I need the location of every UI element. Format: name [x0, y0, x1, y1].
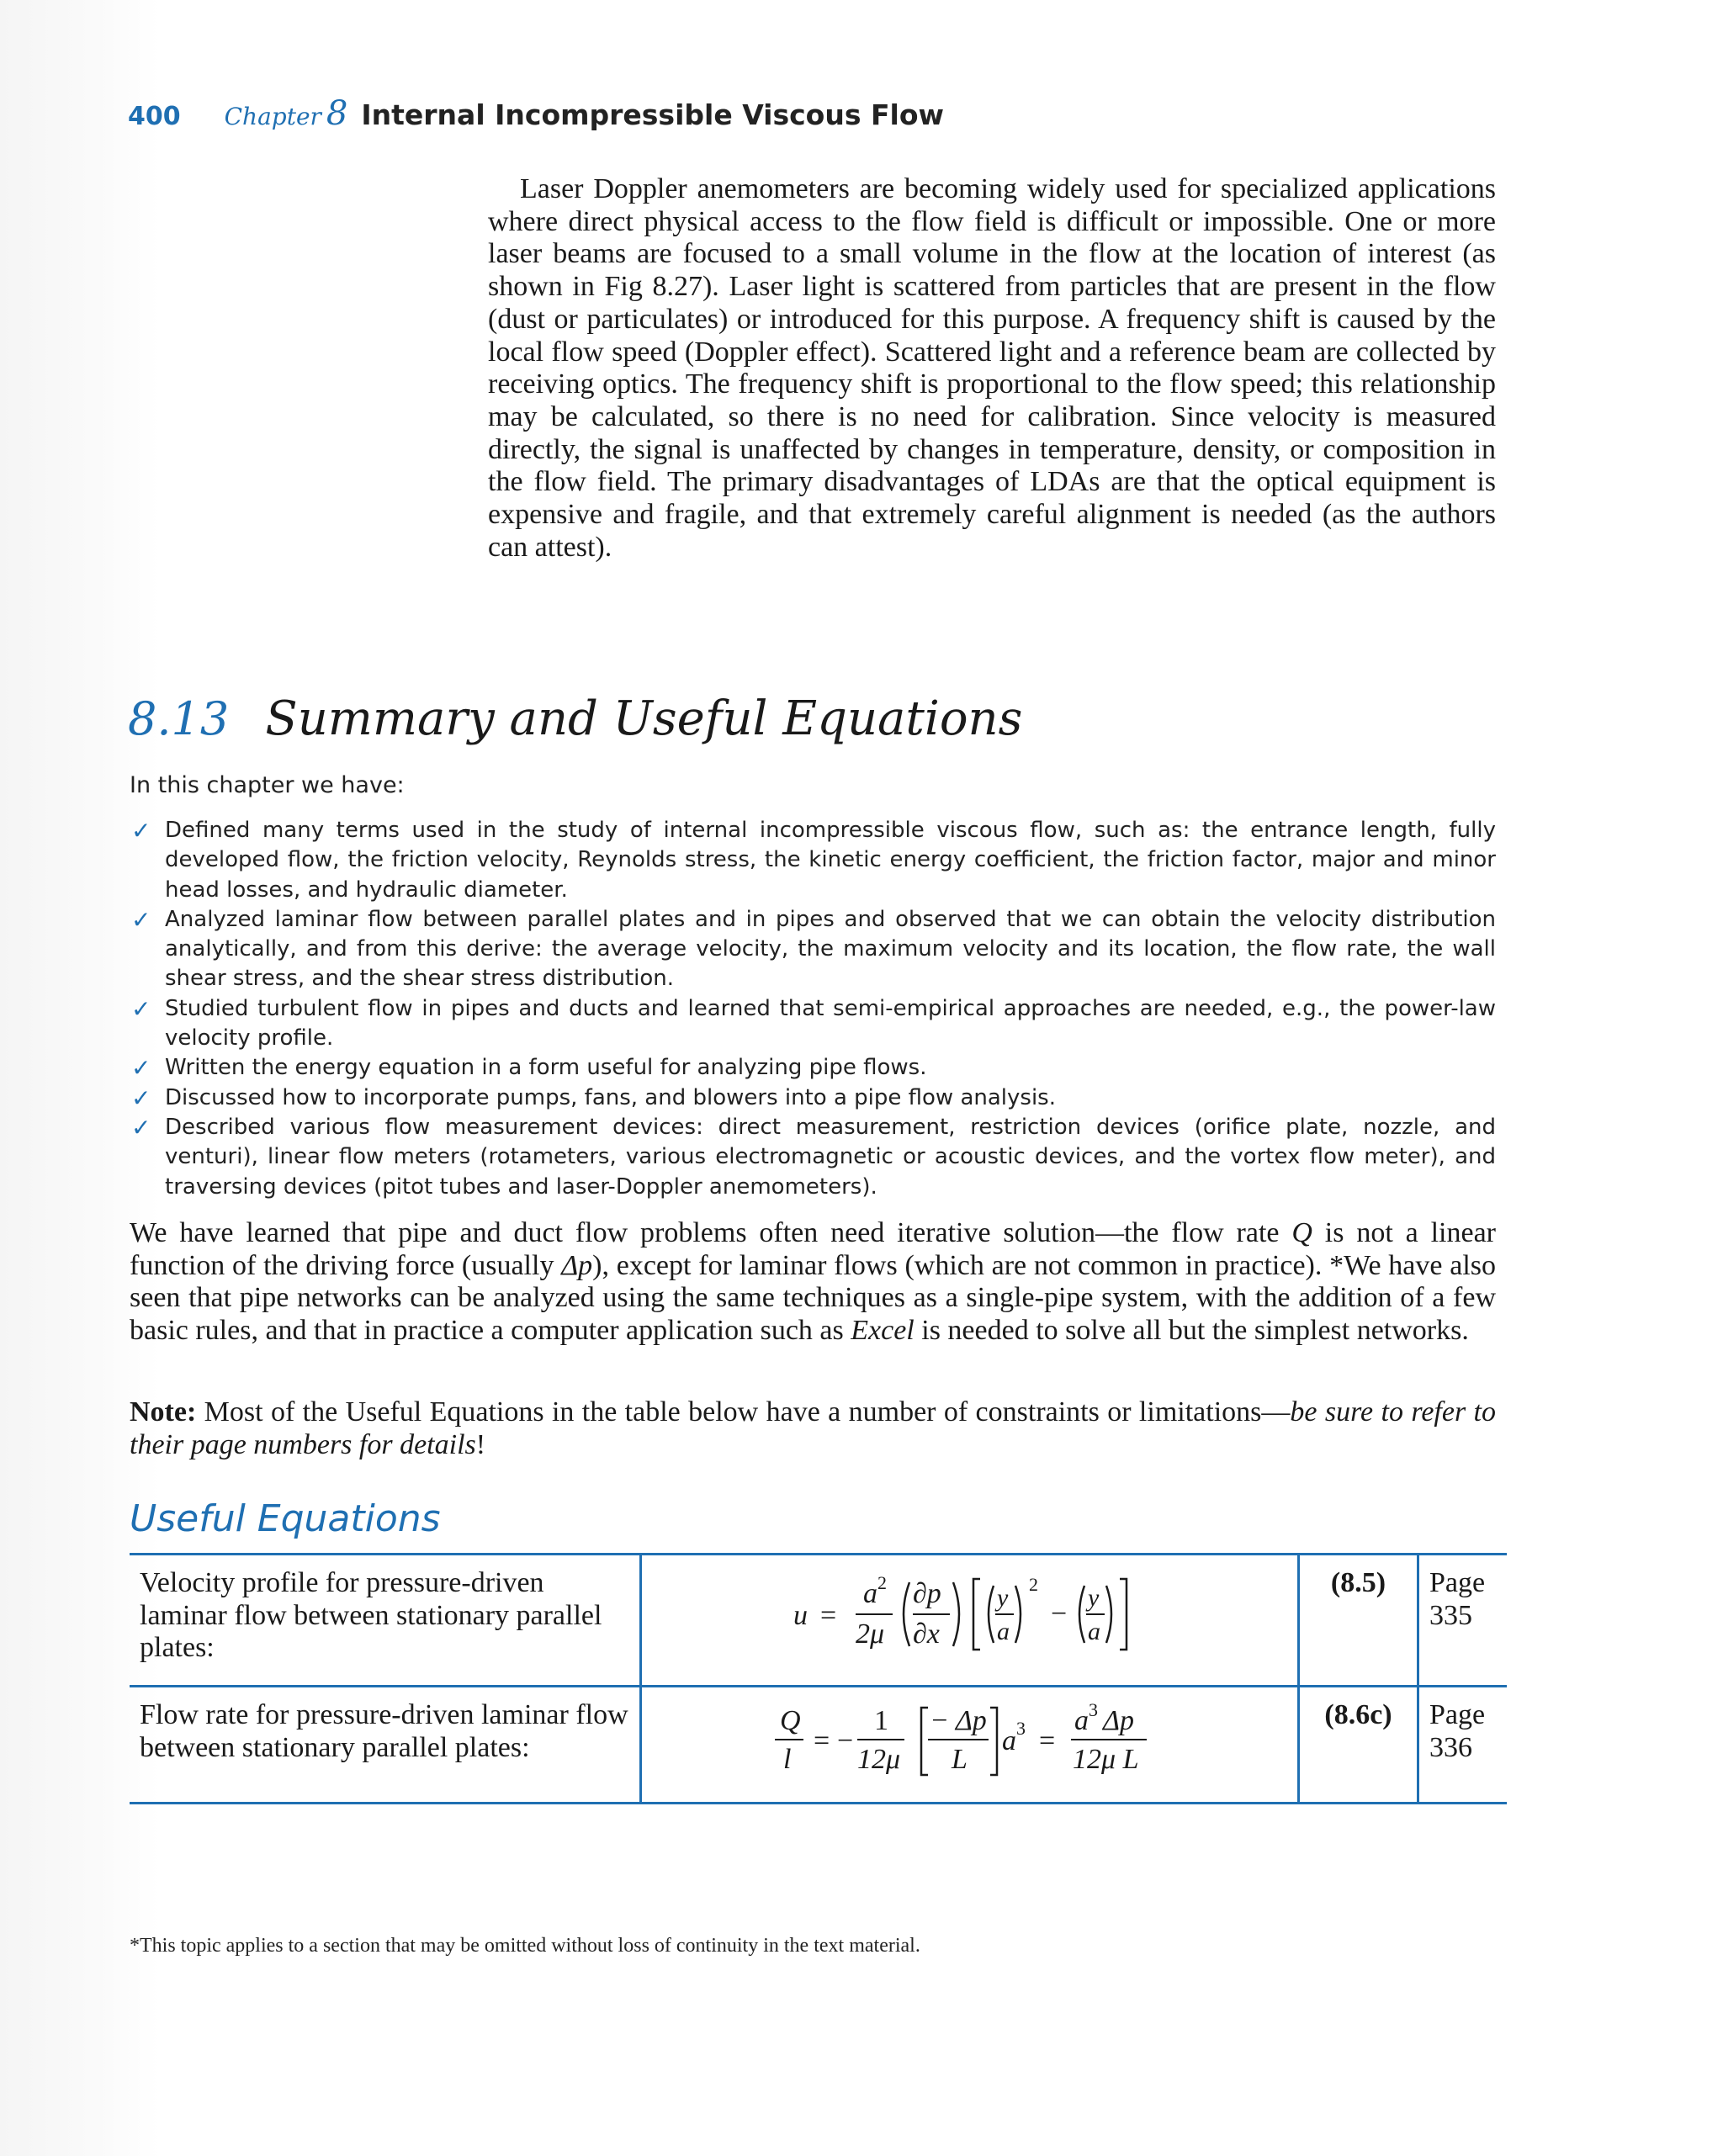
summary-item — [130, 816, 1496, 905]
table-row — [130, 1555, 1507, 1687]
chapter-title: Internal Incompressible Viscous Flow — [361, 98, 944, 131]
eq-L: L — [951, 1744, 968, 1775]
eq-exponent: 3 — [1015, 1718, 1026, 1739]
eq-exponent: 3 — [1088, 1699, 1098, 1720]
paren-left — [1079, 1586, 1084, 1643]
note-end: ! — [475, 1428, 486, 1460]
table-row — [130, 1687, 1507, 1804]
bracket-left — [921, 1708, 928, 1775]
summary-item — [130, 1083, 1496, 1113]
eq-a: a — [996, 1618, 1010, 1645]
note-emphasis: be sure to refer to their page numbers for details — [130, 1396, 1496, 1460]
eq-equals: = — [1038, 1725, 1055, 1756]
summary-item-text: Written the energy equation in a form useful for analyzing pipe flows. — [165, 1055, 927, 1081]
text-run: We have learned that pipe and duct flow problems often need iterative solution—the flow rate — [130, 1217, 1292, 1248]
check-icon: ✓ — [131, 994, 151, 1023]
eq-q: Q — [779, 1705, 801, 1736]
text-run: ), except for laminar flows (which are not common in practice). *We have also seen that pipe networks can be analyzed using the same techniques as a single-pipe system, with the addition of a few basic rules, and that in practice a computer application such as — [130, 1249, 1496, 1347]
summary-item — [130, 994, 1496, 1054]
paren-left — [989, 1586, 994, 1643]
eq-a: a — [1001, 1725, 1016, 1756]
eq-one: 1 — [873, 1705, 888, 1736]
section-title: Summary and Useful Equations — [265, 691, 1023, 746]
section-number: 8.13 — [128, 692, 230, 745]
equation-number: (8.6c) — [1299, 1687, 1418, 1804]
note-paragraph — [130, 1396, 1496, 1461]
check-icon: ✓ — [131, 1083, 151, 1112]
summary-item — [130, 905, 1496, 994]
text-run: is needed to solve all but the simplest networks. — [914, 1315, 1469, 1347]
eq-dp: Δp — [1102, 1705, 1134, 1736]
eq-two-mu: 2μ — [855, 1618, 884, 1650]
page-reference — [1418, 1555, 1508, 1687]
summary-item-text: Analyzed laminar flow between parallel plates and in pipes and observed that we can obtain the velocity distribution analytically, and from this derive: the average velocity, the maximum velocity and its location, the flow rate, the wall shear stress, and the shear stress distribution. — [165, 906, 1496, 992]
paren-left — [904, 1582, 909, 1646]
eq-dp: ∂p — [912, 1578, 941, 1609]
eq-l: l — [782, 1744, 791, 1775]
eq-equals: = — [819, 1600, 836, 1631]
eq-a: a — [1074, 1705, 1089, 1736]
equation-cell — [641, 1555, 1299, 1687]
bracket-right — [1120, 1579, 1127, 1650]
summary-item-text: Discussed how to incorporate pumps, fans, and blowers into a pipe flow analysis. — [165, 1084, 1056, 1110]
page-word: Page — [1429, 1699, 1486, 1730]
summary-item — [130, 1053, 1496, 1083]
note-text: Most of the Useful Equations in the table below have a number of constraints or limitations— — [196, 1396, 1291, 1428]
section-heading — [128, 691, 1022, 746]
paren-right — [953, 1582, 959, 1646]
page-ref-number: 336 — [1429, 1731, 1472, 1763]
bracket-left — [973, 1579, 980, 1650]
equation-description: Velocity profile for pressure-driven laminar flow between stationary parallel plates: — [130, 1555, 641, 1687]
eq-exponent: 2 — [877, 1572, 887, 1593]
excel-name: Excel — [851, 1315, 915, 1347]
eq-y: y — [996, 1584, 1008, 1612]
symbol-pressure-drop: Δp — [561, 1249, 593, 1281]
summary-item-text: Described various flow measurement devices: direct measurement, restriction devices (orifice plate, nozzle, and venturi), linear flow meters (rotameters, various electromagnetic or acoustic devices, and the vortex flow meter), and traversing devices (pitot tubes and laser-Doppler anemometers). — [165, 1114, 1496, 1200]
eq-equals: = — [813, 1725, 830, 1756]
chapter-label: Chapter — [224, 103, 321, 130]
equation-number: (8.5) — [1299, 1555, 1418, 1687]
useful-equations-table — [130, 1553, 1507, 1804]
summary-item-text: Studied turbulent flow in pipes and ducts and learned that semi-empirical approaches are needed, e.g., the power-law velocity profile. — [165, 995, 1496, 1052]
footnote: *This topic applies to a section that may be omitted without loss of continuity in the text material. — [130, 1935, 920, 1957]
eq-minus: − — [836, 1725, 853, 1756]
page-reference — [1418, 1687, 1508, 1804]
check-icon: ✓ — [131, 817, 151, 845]
eq-u: u — [793, 1600, 808, 1631]
intro-paragraph: Laser Doppler anemometers are becoming widely used for specialized applications where direct physical access to the flow field is difficult or impossible. One or more laser beams are focused to a small volume in the flow at the location of interest (as shown in Fig 8.27). Laser light is scattered from particles that are present in the flow (dust or particulates) or introduced for this purpose. A frequency shift is caused by the local flow speed (Doppler effect). Scattered light and a reference beam are collected by receiving optics. The frequency shift is proportional to the flow speed; this relationship may be calculated, so there is no need for calibration. Since velocity is measured directly, the signal is unaffected by changes in temperature, density, or composition in the flow field. The primary disadvantages of LDAs are that the optical equipment is expensive and fragile, and that extremely careful alignment is needed (as the authors can attest). — [488, 173, 1496, 563]
summary-list — [130, 816, 1496, 1202]
flow-rate-equation — [768, 1699, 1172, 1783]
page-number: 400 — [128, 102, 181, 131]
page-ref-number: 335 — [1429, 1599, 1472, 1631]
eq-a: a — [1087, 1618, 1100, 1645]
summary-item — [130, 1113, 1496, 1202]
note-label: Note: — [130, 1396, 197, 1428]
eq-a: a — [862, 1578, 877, 1609]
eq-minus: − — [1050, 1598, 1067, 1629]
paren-right — [1015, 1586, 1021, 1643]
eq-twelve-mu-l: 12μ L — [1072, 1744, 1138, 1775]
equation-description: Flow rate for pressure-driven laminar flow between stationary parallel plates: — [130, 1687, 641, 1804]
useful-equations-heading: Useful Equations — [130, 1497, 441, 1540]
equation-cell — [641, 1687, 1299, 1804]
text-run: is not a linear function of the driving force (usually — [130, 1217, 1496, 1281]
page-word: Page — [1429, 1567, 1486, 1598]
running-head — [128, 94, 944, 136]
symbol-flow-rate: Q — [1291, 1217, 1312, 1248]
body-paragraph-iterative — [130, 1217, 1496, 1348]
check-icon: ✓ — [131, 905, 151, 934]
bracket-right — [990, 1708, 997, 1775]
eq-twelve-mu: 12μ — [856, 1744, 900, 1775]
eq-neg-dp: − Δp — [929, 1705, 987, 1736]
chapter-summary-intro: In this chapter we have: — [130, 772, 405, 798]
summary-item-text: Defined many terms used in the study of internal incompressible viscous flow, such as: the entrance length, fully developed flow, the friction velocity, Reynolds stress, the kinetic energy coefficient, the friction factor, major and minor head losses, and hydraulic diameter. — [165, 818, 1496, 903]
paren-right — [1106, 1586, 1111, 1643]
velocity-profile-equation — [785, 1567, 1155, 1660]
eq-y: y — [1087, 1584, 1099, 1612]
chapter-number: 8 — [326, 94, 348, 133]
check-icon: ✓ — [131, 1113, 151, 1142]
eq-dx: ∂x — [912, 1618, 940, 1650]
check-icon: ✓ — [131, 1054, 151, 1083]
eq-exponent: 2 — [1028, 1574, 1038, 1595]
